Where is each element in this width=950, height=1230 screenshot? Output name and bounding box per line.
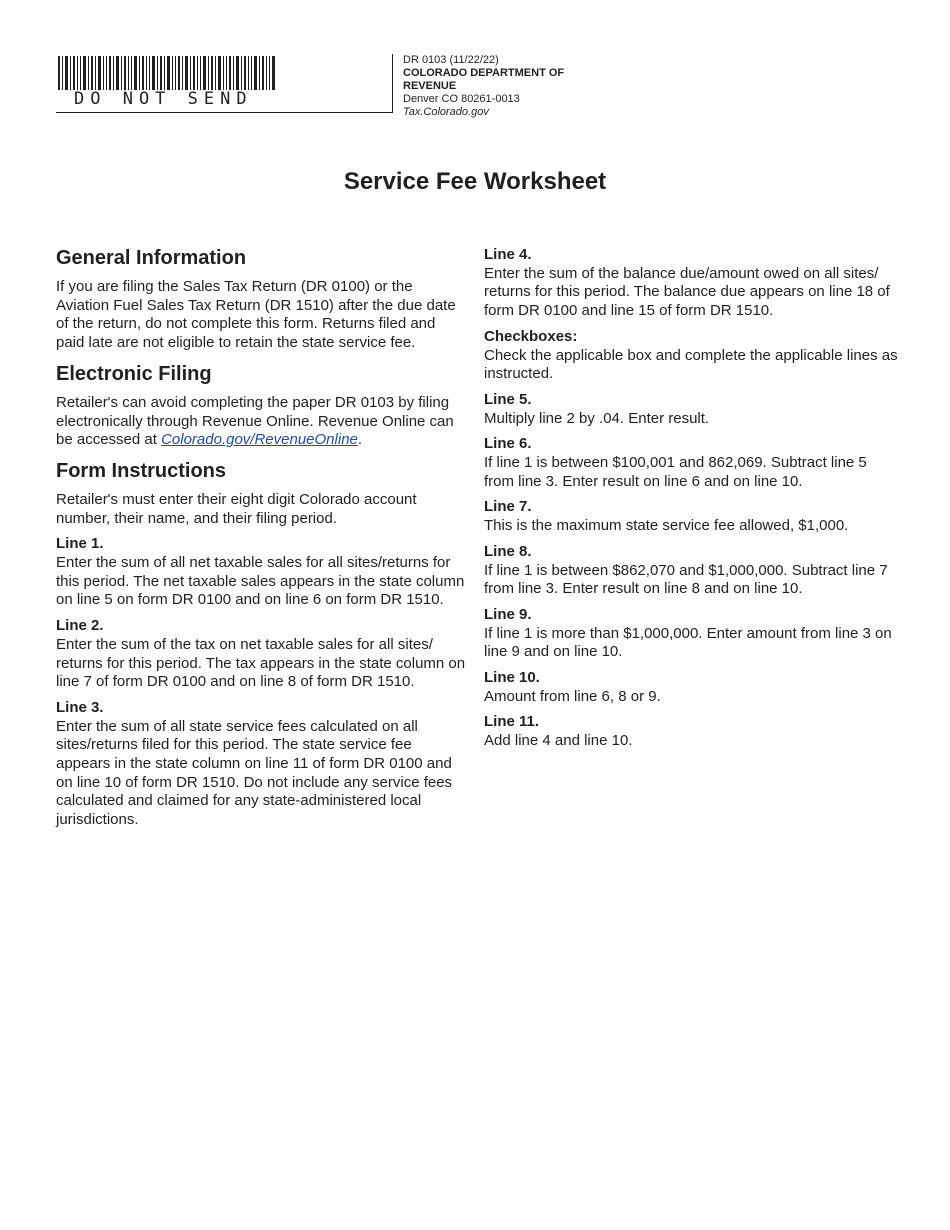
line-10-label: Line 10. <box>484 669 540 687</box>
barcode-box <box>56 54 393 113</box>
form-id: DR 0103 (11/22/22) <box>403 54 499 66</box>
line-3-text: Enter the sum of all state service fees calculated on all sites/returns filed for this period. The state service fee appears in the state column on line 11 of form DR 0100 and on line 10 of form DR 1510. Do not include any service fees calculated and claimed for any state-administered local jurisdictions. <box>56 717 453 829</box>
line-6-text: If line 1 is between $100,001 and 862,069. Subtract line 5 from line 3. Enter result on line 6 and on line 10. <box>484 454 867 490</box>
electronic-filing-section <box>56 362 466 450</box>
line-5-text: Multiply line 2 by .04. Enter result. <box>484 409 710 427</box>
electronic-filing-text-after: . <box>357 431 363 449</box>
line-11-instruction <box>484 713 900 750</box>
line-2-label: Line 2. <box>56 617 104 635</box>
checkboxes-instruction <box>484 328 900 384</box>
line-11-label: Line 11. <box>484 713 540 731</box>
checkboxes-label: Checkboxes: <box>484 327 578 345</box>
electronic-filing-text <box>56 394 466 450</box>
line-9-label: Line 9. <box>484 605 532 623</box>
line-3-instruction <box>56 699 466 830</box>
form-instructions-heading: Form Instructions <box>56 459 227 482</box>
checkboxes-text: Check the applicable box and complete the applicable lines as instructed. <box>484 346 898 383</box>
department-name: COLORADO DEPARTMENT OF REVENUE <box>403 67 565 92</box>
electronic-filing-text-before: Retailer's can avoid completing the paper DR 0103 by filing electronically through Revenue Online. Revenue Online can be accessed at <box>56 393 454 449</box>
line-8-text: If line 1 is between $862,070 and $1,000,000. Subtract line 7 from line 3. Enter result on line 8 and on line 10. <box>484 561 888 598</box>
line-8-instruction <box>484 543 900 599</box>
line-7-text: This is the maximum state service fee allowed, $1,000. <box>484 517 849 535</box>
line-7-instruction <box>484 498 900 535</box>
form-instructions-intro: Retailer's must enter their eight digit Colorado account number, their name, and their filing period. <box>56 490 417 527</box>
line-1-instruction <box>56 535 466 610</box>
line-4-instruction <box>484 246 900 321</box>
line-10-instruction <box>484 669 900 706</box>
form-instructions-section <box>56 459 466 830</box>
general-information-heading: General Information <box>56 247 247 269</box>
form-header <box>56 54 616 118</box>
line-8-label: Line 8. <box>484 542 532 560</box>
line-4-label: Line 4. <box>484 246 532 263</box>
barcode-graphic <box>58 56 276 90</box>
website: Tax.Colorado.gov <box>403 106 489 118</box>
line-3-label: Line 3. <box>56 698 104 716</box>
line-9-text: If line 1 is more than $1,000,000. Enter amount from line 3 on line 9 and on line 10. <box>484 624 892 661</box>
line-6-instruction <box>484 435 900 491</box>
right-column <box>484 246 900 758</box>
barcode-text: DO NOT SEND <box>74 89 253 109</box>
left-column <box>56 246 466 837</box>
line-10-text: Amount from line 6, 8 or 9. <box>484 687 661 705</box>
line-6-label: Line 6. <box>484 435 532 453</box>
electronic-filing-heading: Electronic Filing <box>56 362 212 385</box>
page-title: Service Fee Worksheet <box>343 168 607 195</box>
line-7-label: Line 7. <box>484 498 532 516</box>
line-1-label: Line 1. <box>56 535 104 553</box>
line-2-instruction <box>56 617 466 692</box>
general-information-section <box>56 246 466 353</box>
address: Denver CO 80261-0013 <box>403 93 520 105</box>
general-information-text: If you are filing the Sales Tax Return (DR 0100) or the Aviation Fuel Sales Tax Return (DR 1510) after the due date of the return, do not complete this form. Returns filed and paid late are not eligible to retain the state service fee. <box>56 278 456 352</box>
agency-block <box>403 54 616 119</box>
line-1-text: Enter the sum of all net taxable sales for all sites/returns for this period. The net taxable sales appears in the state column on line 5 on form DR 0100 and on line 6 on form DR 1510. <box>56 554 465 609</box>
revenue-online-link[interactable]: Colorado.gov/RevenueOnline <box>161 431 358 449</box>
line-5-label: Line 5. <box>484 390 532 408</box>
line-4-text: Enter the sum of the balance due/amount owed on all sites/ returns for this period. The balance due appears on line 18 of form DR 0100 and line 15 of form DR 1510. <box>484 264 890 320</box>
line-2-text: Enter the sum of the tax on net taxable sales for all sites/ returns for this period. The tax appears in the state column on line 7 of form DR 0100 and on line 8 of form DR 1510. <box>56 635 466 691</box>
line-11-text: Add line 4 and line 10. <box>484 732 633 750</box>
line-5-instruction <box>484 391 900 428</box>
line-9-instruction <box>484 606 900 662</box>
